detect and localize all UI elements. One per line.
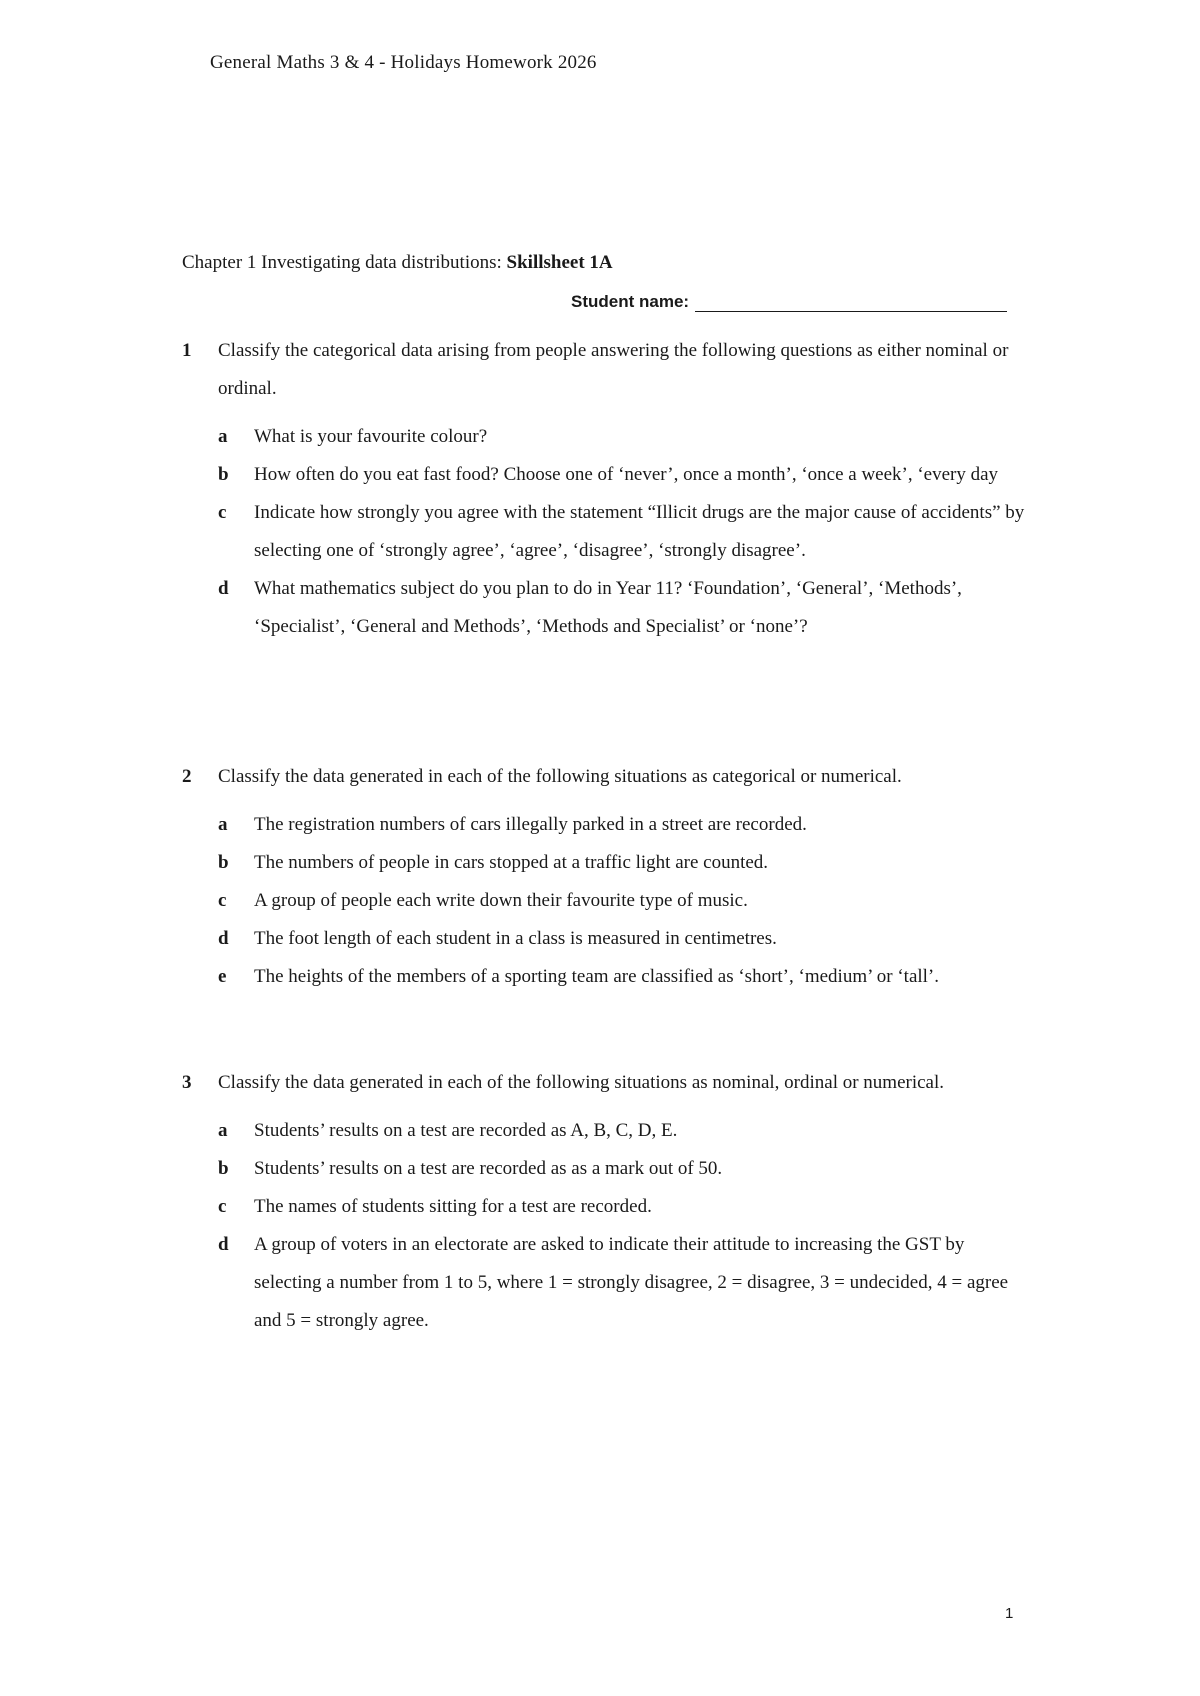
part-letter: d [218,1234,229,1255]
question-part [218,1226,1032,1340]
part-letter: b [218,464,229,485]
question-1 [182,332,1032,646]
chapter-title [182,252,613,274]
question-part [218,1188,1032,1226]
part-letter: b [218,852,229,873]
question-parts [182,418,1032,646]
page-header: General Maths 3 & 4 - Holidays Homework 2026 [210,52,597,73]
question-text: Classify the data generated in each of the following situations as categorical or numerical. [218,766,902,787]
question-part [218,958,1032,996]
part-text: Students’ results on a test are recorded as A, B, C, D, E. [254,1120,678,1141]
part-text: How often do you eat fast food? Choose one of ‘never’, once a month’, ‘once a week’, ‘every day [254,464,999,485]
part-text: A group of people each write down their favourite type of music. [254,890,748,911]
part-text: The registration numbers of cars illegally parked in a street are recorded. [254,814,807,835]
part-letter: a [218,1120,228,1141]
part-text: What is your favourite colour? [254,426,488,447]
student-name-line[interactable] [695,293,1007,312]
part-text: What mathematics subject do you plan to do in Year 11? ‘Foundation’, ‘General’, ‘Methods’, ‘Specialist’, ‘General and Methods’, ‘Methods and Specialist’ or ‘none’? [254,578,962,637]
question-part [218,494,1032,570]
part-letter: c [218,890,227,911]
part-text: The foot length of each student in a class is measured in centimetres. [254,928,777,949]
part-letter: b [218,1158,229,1179]
part-letter: d [218,928,229,949]
chapter-prefix: Chapter 1 Investigating data distributions: [182,252,507,273]
question-part [218,920,1032,958]
part-text: The names of students sitting for a test are recorded. [254,1196,652,1217]
part-letter: c [218,1196,227,1217]
part-letter: a [218,426,228,447]
part-text: The heights of the members of a sporting team are classified as ‘short’, ‘medium’ or ‘tall’. [254,966,940,987]
page-number: 1 [1005,1605,1014,1622]
question-part [218,806,1032,844]
part-letter: c [218,502,227,523]
question-part [218,1150,1032,1188]
question-part [218,882,1032,920]
question-number: 2 [182,766,192,787]
part-text: The numbers of people in cars stopped at a traffic light are counted. [254,852,769,873]
question-part [218,456,1032,494]
student-name-field [571,292,1007,312]
question-2 [182,758,1032,996]
question-part [218,570,1032,646]
question-3 [182,1064,1032,1340]
skillsheet-label: Skillsheet 1A [506,252,613,273]
question-parts [182,806,1032,996]
question-text: Classify the categorical data arising from people answering the following questions as either nominal or ordinal. [218,340,1009,399]
question-number: 3 [182,1072,192,1093]
part-letter: e [218,966,227,987]
question-text: Classify the data generated in each of the following situations as nominal, ordinal or numerical. [218,1072,945,1093]
question-part [218,418,1032,456]
part-letter: d [218,578,229,599]
part-letter: a [218,814,228,835]
question-part [218,1112,1032,1150]
question-number: 1 [182,340,192,361]
student-name-label: Student name: [571,292,690,311]
part-text: Indicate how strongly you agree with the statement “Illicit drugs are the major cause of accidents” by selecting one of ‘strongly agree’, ‘agree’, ‘disagree’, ‘strongly disagree’. [254,502,1025,561]
question-parts [182,1112,1032,1340]
part-text: Students’ results on a test are recorded as as a mark out of 50. [254,1158,723,1179]
question-part [218,844,1032,882]
part-text: A group of voters in an electorate are asked to indicate their attitude to increasing the GST by selecting a number from 1 to 5, where 1 = strongly disagree, 2 = disagree, 3 = undecided, 4 = agree and 5 = strongly agree. [254,1234,1009,1331]
